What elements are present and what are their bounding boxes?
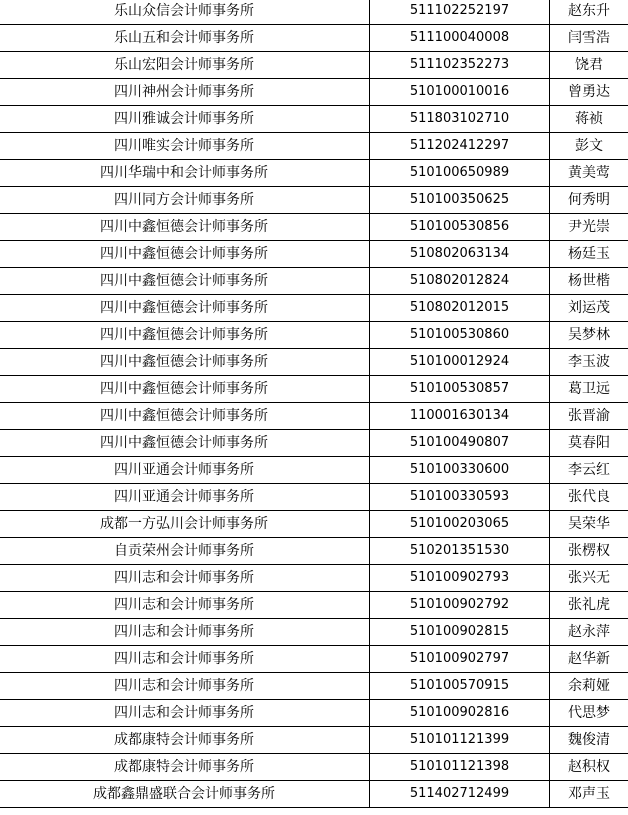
table-row xyxy=(0,79,628,106)
table-row xyxy=(0,565,628,592)
code-cell[interactable]: 511102252197 xyxy=(370,0,550,25)
firm-cell[interactable]: 成都一方弘川会计师事务所 xyxy=(0,511,370,538)
table-row xyxy=(0,754,628,781)
table-row xyxy=(0,52,628,79)
name-cell[interactable]: 赵东升 xyxy=(550,0,628,25)
name-cell[interactable]: 吴荣华 xyxy=(550,511,628,538)
code-cell[interactable]: 510100650989 xyxy=(370,160,550,187)
code-cell[interactable]: 510201351530 xyxy=(370,538,550,565)
name-cell[interactable]: 闫雪浩 xyxy=(550,25,628,52)
code-cell[interactable]: 511100040008 xyxy=(370,25,550,52)
firm-cell[interactable]: 四川神州会计师事务所 xyxy=(0,79,370,106)
firm-cell[interactable]: 四川志和会计师事务所 xyxy=(0,565,370,592)
table-row xyxy=(0,403,628,430)
table-row xyxy=(0,592,628,619)
table-row xyxy=(0,376,628,403)
code-cell[interactable]: 510100902816 xyxy=(370,700,550,727)
firm-cell[interactable]: 四川中鑫恒德会计师事务所 xyxy=(0,349,370,376)
firm-cell[interactable]: 乐山宏阳会计师事务所 xyxy=(0,52,370,79)
table-row xyxy=(0,106,628,133)
name-cell[interactable]: 何秀明 xyxy=(550,187,628,214)
table-row xyxy=(0,430,628,457)
table-row xyxy=(0,214,628,241)
firm-cell[interactable]: 四川志和会计师事务所 xyxy=(0,646,370,673)
table-row xyxy=(0,511,628,538)
table-row xyxy=(0,673,628,700)
firm-cell[interactable]: 四川唯实会计师事务所 xyxy=(0,133,370,160)
code-cell[interactable]: 510100530860 xyxy=(370,322,550,349)
name-cell[interactable]: 邓声玉 xyxy=(550,781,628,808)
name-cell[interactable]: 余莉娅 xyxy=(550,673,628,700)
code-cell[interactable]: 510100330600 xyxy=(370,457,550,484)
name-cell[interactable]: 张楞权 xyxy=(550,538,628,565)
firm-cell[interactable]: 四川志和会计师事务所 xyxy=(0,673,370,700)
code-cell[interactable]: 511102352273 xyxy=(370,52,550,79)
firm-cell[interactable]: 四川亚通会计师事务所 xyxy=(0,457,370,484)
name-cell[interactable]: 李云红 xyxy=(550,457,628,484)
code-cell[interactable]: 510100330593 xyxy=(370,484,550,511)
table-row xyxy=(0,295,628,322)
table-row xyxy=(0,538,628,565)
firm-cell[interactable]: 四川中鑫恒德会计师事务所 xyxy=(0,295,370,322)
name-cell[interactable]: 吴梦林 xyxy=(550,322,628,349)
firm-cell[interactable]: 四川中鑫恒德会计师事务所 xyxy=(0,214,370,241)
firm-cell[interactable]: 四川中鑫恒德会计师事务所 xyxy=(0,241,370,268)
code-cell[interactable]: 511202412297 xyxy=(370,133,550,160)
firm-cell[interactable]: 四川中鑫恒德会计师事务所 xyxy=(0,268,370,295)
name-cell[interactable]: 葛卫远 xyxy=(550,376,628,403)
code-cell[interactable]: 510100012924 xyxy=(370,349,550,376)
code-cell[interactable]: 511803102710 xyxy=(370,106,550,133)
name-cell[interactable]: 张代良 xyxy=(550,484,628,511)
code-cell[interactable]: 510100350625 xyxy=(370,187,550,214)
name-cell[interactable]: 赵永萍 xyxy=(550,619,628,646)
code-cell[interactable]: 510101121399 xyxy=(370,727,550,754)
table-row xyxy=(0,727,628,754)
name-cell[interactable]: 张礼虎 xyxy=(550,592,628,619)
firm-cell[interactable]: 四川华瑞中和会计师事务所 xyxy=(0,160,370,187)
table-row xyxy=(0,646,628,673)
name-cell[interactable]: 杨廷玉 xyxy=(550,241,628,268)
name-cell[interactable]: 杨世楷 xyxy=(550,268,628,295)
name-cell[interactable]: 刘运茂 xyxy=(550,295,628,322)
firm-cell[interactable]: 四川中鑫恒德会计师事务所 xyxy=(0,430,370,457)
code-cell[interactable]: 110001630134 xyxy=(370,403,550,430)
firm-cell[interactable]: 成都康特会计师事务所 xyxy=(0,754,370,781)
code-cell[interactable]: 510802063134 xyxy=(370,241,550,268)
firm-cell[interactable]: 四川亚通会计师事务所 xyxy=(0,484,370,511)
code-cell[interactable]: 510100902792 xyxy=(370,592,550,619)
code-cell[interactable]: 510100902815 xyxy=(370,619,550,646)
name-cell[interactable]: 曾勇达 xyxy=(550,79,628,106)
firm-cell[interactable]: 四川同方会计师事务所 xyxy=(0,187,370,214)
code-cell[interactable]: 510100203065 xyxy=(370,511,550,538)
firm-cell[interactable]: 自贡荣州会计师事务所 xyxy=(0,538,370,565)
table-row xyxy=(0,241,628,268)
table-row xyxy=(0,160,628,187)
table-row xyxy=(0,457,628,484)
firm-cell[interactable]: 成都鑫鼎盛联合会计师事务所 xyxy=(0,781,370,808)
code-cell[interactable]: 510802012015 xyxy=(370,295,550,322)
table-row xyxy=(0,133,628,160)
table-row xyxy=(0,349,628,376)
firm-cell[interactable]: 四川中鑫恒德会计师事务所 xyxy=(0,403,370,430)
name-cell[interactable]: 饶君 xyxy=(550,52,628,79)
name-cell[interactable]: 赵积权 xyxy=(550,754,628,781)
table-row xyxy=(0,700,628,727)
firm-cell[interactable]: 成都康特会计师事务所 xyxy=(0,727,370,754)
name-cell[interactable]: 莫春阳 xyxy=(550,430,628,457)
name-cell[interactable]: 张晋渝 xyxy=(550,403,628,430)
table-row xyxy=(0,268,628,295)
code-cell[interactable]: 510100530857 xyxy=(370,376,550,403)
table-row xyxy=(0,25,628,52)
name-cell[interactable]: 彭文 xyxy=(550,133,628,160)
code-cell[interactable]: 511402712499 xyxy=(370,781,550,808)
code-cell[interactable]: 510100902793 xyxy=(370,565,550,592)
name-cell[interactable]: 魏俊清 xyxy=(550,727,628,754)
name-cell[interactable]: 尹光崇 xyxy=(550,214,628,241)
code-cell[interactable]: 510101121398 xyxy=(370,754,550,781)
name-cell[interactable]: 黄美莺 xyxy=(550,160,628,187)
code-cell[interactable]: 510100570915 xyxy=(370,673,550,700)
table-row xyxy=(0,619,628,646)
firm-cell[interactable]: 乐山众信会计师事务所 xyxy=(0,0,370,25)
firm-cell[interactable]: 四川雅诚会计师事务所 xyxy=(0,106,370,133)
code-cell[interactable]: 510100902797 xyxy=(370,646,550,673)
name-cell[interactable]: 代思梦 xyxy=(550,700,628,727)
name-cell[interactable]: 张兴无 xyxy=(550,565,628,592)
code-cell[interactable]: 510802012824 xyxy=(370,268,550,295)
firm-cell[interactable]: 乐山五和会计师事务所 xyxy=(0,25,370,52)
table-row xyxy=(0,484,628,511)
table-row xyxy=(0,781,628,808)
table-row xyxy=(0,187,628,214)
firm-cell[interactable]: 四川志和会计师事务所 xyxy=(0,592,370,619)
name-cell[interactable]: 赵华新 xyxy=(550,646,628,673)
firm-cell[interactable]: 四川志和会计师事务所 xyxy=(0,619,370,646)
name-cell[interactable]: 蒋祯 xyxy=(550,106,628,133)
name-cell[interactable]: 李玉波 xyxy=(550,349,628,376)
firm-cell[interactable]: 四川志和会计师事务所 xyxy=(0,700,370,727)
firm-cell[interactable]: 四川中鑫恒德会计师事务所 xyxy=(0,322,370,349)
table-row xyxy=(0,322,628,349)
table-row xyxy=(0,0,628,25)
code-cell[interactable]: 510100010016 xyxy=(370,79,550,106)
firm-cell[interactable]: 四川中鑫恒德会计师事务所 xyxy=(0,376,370,403)
code-cell[interactable]: 510100490807 xyxy=(370,430,550,457)
code-cell[interactable]: 510100530856 xyxy=(370,214,550,241)
